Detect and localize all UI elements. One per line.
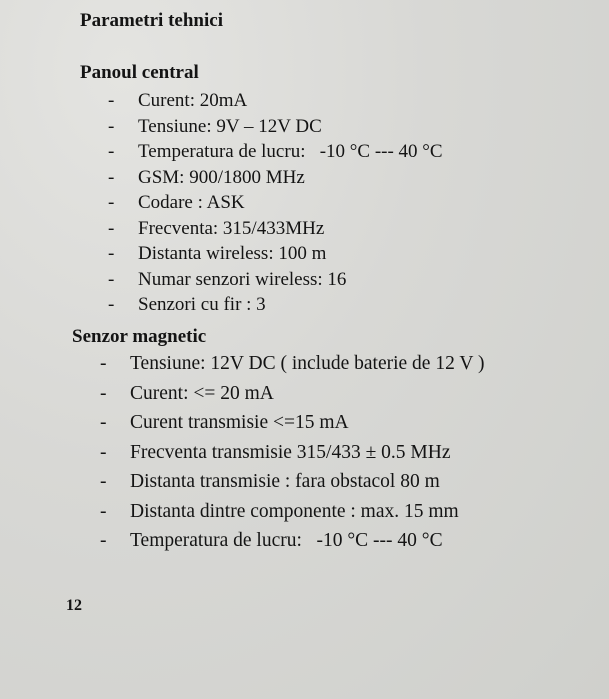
bullet-dash: - [100, 530, 107, 551]
bullet-dash: - [100, 353, 107, 374]
spec-item [108, 267, 443, 293]
spec-text: Temperatura de lucru: -10 °C --- 40 °C [130, 530, 443, 551]
spec-item [108, 292, 443, 318]
bullet-dash: - [108, 141, 115, 162]
bullet-dash: - [108, 115, 115, 137]
bullet-dash: - [108, 268, 115, 290]
spec-item [100, 438, 484, 468]
page-number: 12 [66, 597, 82, 614]
spec-item [100, 526, 484, 556]
spec-text: Distanta wireless: 100 m [138, 243, 327, 264]
bullet-dash: - [100, 382, 107, 404]
spec-text: Temperatura de lucru: -10 °C --- 40 °C [138, 141, 443, 162]
spec-text: GSM: 900/1800 MHz [138, 166, 305, 188]
spec-text: Distanta transmisie : fara obstacol 80 m [130, 471, 440, 492]
spec-text: Senzori cu fir : 3 [138, 294, 266, 315]
bullet-dash: - [108, 90, 115, 111]
spec-item [108, 139, 443, 165]
spec-text: Frecventa: 315/433MHz [138, 217, 325, 239]
page-title: Parametri tehnici [80, 10, 223, 31]
spec-item [100, 379, 484, 409]
bullet-dash: - [100, 412, 107, 433]
spec-item [100, 349, 485, 379]
central-panel-spec-list [108, 88, 443, 318]
spec-text: Distanta dintre componente : max. 15 mm [130, 500, 459, 522]
section-heading-central-panel: Panoul central [80, 62, 199, 83]
magnetic-sensor-spec-list [100, 349, 485, 556]
spec-text: Curent transmisie <=15 mA [130, 412, 349, 433]
spec-item [100, 497, 484, 527]
spec-item [100, 467, 484, 497]
spec-item [100, 408, 484, 438]
spec-item [108, 216, 443, 242]
bullet-dash: - [108, 294, 115, 315]
spec-text: Tensiune: 9V – 12V DC [138, 115, 322, 137]
spec-item [108, 241, 443, 267]
bullet-dash: - [100, 500, 107, 522]
bullet-dash: - [108, 243, 115, 264]
spec-item [108, 114, 443, 140]
spec-item [108, 88, 443, 114]
bullet-dash: - [108, 166, 115, 188]
bullet-dash: - [108, 192, 115, 213]
spec-item [108, 190, 443, 216]
spec-text: Curent: 20mA [138, 90, 248, 111]
spec-text: Tensiune: 12V DC ( include baterie de 12 V ) [130, 353, 485, 374]
bullet-dash: - [108, 217, 115, 239]
spec-item [108, 165, 443, 191]
spec-text: Frecventa transmisie 315/433 ± 0.5 MHz [130, 441, 451, 463]
spec-text: Codare : ASK [138, 192, 245, 213]
bullet-dash: - [100, 441, 107, 463]
section-heading-magnetic-sensor: Senzor magnetic [72, 326, 207, 347]
bullet-dash: - [100, 471, 107, 492]
spec-text: Curent: <= 20 mA [130, 382, 274, 404]
spec-text: Numar senzori wireless: 16 [138, 268, 347, 290]
